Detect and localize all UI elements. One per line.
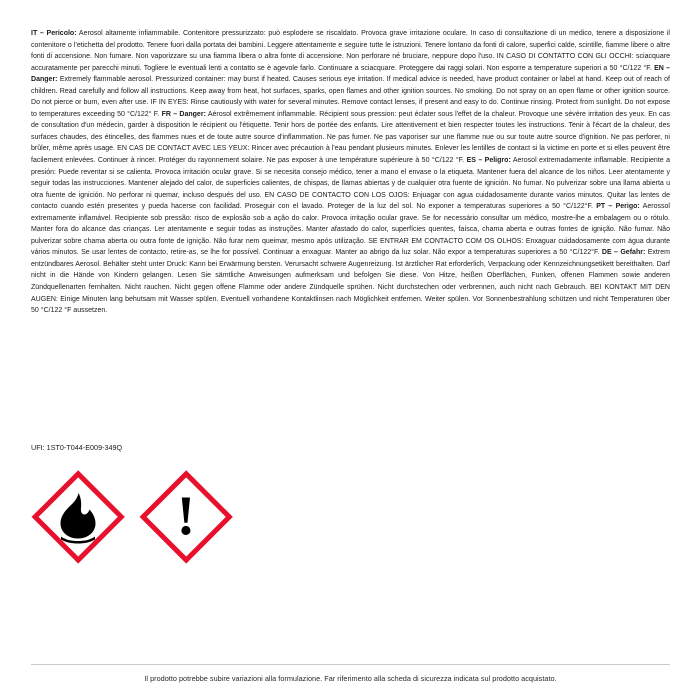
exclamation-mark-icon [139,470,233,564]
hazard-statements-block [31,28,670,317]
language-body-pt: Aerossol extremamente inflamável. Recipiente sob pressão: risco de explosão sob a ação do calor. Provoca irritação ocular grave. Se for necessário consultar um médico, mostre-lhe a embalagem ou o rótulo. Manter fora do alcance das crianças. Ler atentamente e seguir todas as instruções. Manter afastado do calor, superfícies quentes, faísca, chama aberta e outras fontes de ignição. Não fumar. Não pulverizar sobre chama aberta ou outra fonte de ignição. Não furar nem queimar, mesmo após utilização. SE ENTRAR EM CONTACTO COM OS OLHOS: Enxaguar cuidadosamente com água durante vários minutos. Se usar lentes de contacto, retire-as, se lhe for possível. Continuar a enxaguar. Manter ao abrigo da luz solar. Não expor a temperaturas superiores a 50 °C/122°F. [31,203,670,257]
ghs-pictogram-irritant [139,470,233,564]
language-body-en: Extremely flammable aerosol. Pressurized container: may burst if heated. Causes serious eye irritation. If medical advice is needed, have product container or label at hand. Keep out of reach of children. Read carefully and follow all instructions. Keep away from heat, hot surfaces, sparks, open flames and other ignition sources. No smoking. Do not spray on an open flame or other ignition source. Do not pierce or burn, even after use. IF IN EYES: Rinse cautiously with water for several minutes. Remove contact lenses, if present and easy to do. Continue rinsing. Protect from sunlight. Do not expose to temperatures exceeding 50 °C/122° F. [31,76,670,118]
language-heading-es: ES – Peligro: [466,157,511,165]
language-body-it: Aerosol altamente infiammabile. Contenitore pressurizzato: può esplodere se riscaldato. Provoca grave irritazione oculare. In caso di consultazione di un medico, tenere a disposizione il contenitore o l'etichetta del prodotto. Tenere fuori dalla portata dei bambini. Leggere attentamente e seguire tutte le istruzioni. Tenere lontano da fonti di calore, superfici calde, scintille, fiamme libere o altre fonti di accensione. Non fumare. Non vaporizzare su una fiamma libera o altra fonte di accensione. Non perforare né bruciare, neppure dopo l'uso. IN CASO DI CONTATTO CON GLI OCCHI: sciacquare accuratamente per parecchi minuti. Togliere le eventuali lenti a contatto se è agevole farlo. Continuare a sciacquare. Proteggere dai raggi solari. Non esporre a temperature superiori a 50 °C/122 °F. [31,30,670,72]
ghs-pictogram-flammable [31,470,125,564]
language-heading-en: EN – Danger: [31,64,670,84]
footer-note: Il prodotto potrebbe subire variazioni alla formulazione. Far riferimento alla scheda di sicurezza indicata sul prodotto acquistato. [144,674,557,683]
language-heading-fr: FR – Danger: [161,110,206,118]
language-body-es: Aerosol extremadamente inflamable. Recipiente a presión: Puede reventar si se calienta. Provoca irritación ocular grave. Si se necesita consejo médico, tener a mano el envase o la etiqueta. Mantener fuera del alcance de los niños. Leer atentamente y seguir todas las instrucciones. Mantener alejado del calor, de superficies calientes, de chispas, de llamas abiertas y de cualquier otra fuente de ignición. No fumar. No pulverizar sobre una llama abierta u otra fuente de ignición. No perforar ni quemar, incluso después del uso. EN CASO DE CONTACTO CON LOS OJOS: Enjuagar con agua cuidadosamente durante varios minutos. Quitar las lentes de contacto cuando estén presentes y pueda hacerse con facilidad. Proseguir con el lavado. Proteger de la luz del sol. No exponer a temperaturas superiores a 50 °C/122°F. [31,157,670,211]
language-body-de: Extrem entzündbares Aerosol. Behälter steht unter Druck: Kann bei Erwärmung bersten. Verursacht schwere Augenreizung. Ist ärztlicher Rat erforderlich, Verpackung oder Kennzeichnungsetikett bereithalten. Darf nicht in die Hände von Kindern gelangen. Lesen Sie sämtliche Anweisungen aufmerksam und befolgen Sie diese. Von Hitze, heißen Oberflächen, Funken, offenen Flammen sowie anderen Zündquellenarten fernhalten. Nicht rauchen. Nicht gegen offene Flamme oder andere Zündquelle sprühen. Nicht durchstechen oder verbrennen, auch nicht nach Gebrauch. BEI KONTAKT MIT DEN AUGEN: Einige Minuten lang behutsam mit Wasser spülen. Eventuell vorhandene Kontaktlinsen nach Möglichkeit entfernen. Weiter spülen. Vor Sonnenbestrahlung schützen und nicht Temperaturen über 50 °C/122 °F aussetzen. [31,249,670,315]
footer-divider [31,664,670,665]
ufi-code: UFI: 1ST0-T044-E009-349Q [31,443,123,452]
language-heading-it: IT – Pericolo: [31,30,77,37]
language-body-fr: Aérosol extrêmement inflammable. Récipient sous pression: peut éclater sous l'effet de la chaleur. Provoque une sévère irritation des yeux. En cas de consultation d'un médecin, garder à disposition le récipient ou l'étiquette. Tenir hors de portée des enfants. Lire attentivement et bien respecter toutes les instructions. Tenir à l'écart de la chaleur, des surfaces chaudes, des étincelles, des flammes nues et de toute autre source d'inflammation. Ne pas fumer. Ne pas vaporiser sur une flamme nue ou sur toute autre source d'ignition. Ne pas perforer, ni brûler, même après usage. EN CAS DE CONTACT AVEC LES YEUX: Rincer avec précaution à l'eau pendant plusieurs minutes. Enlever les lentilles de contact si la victime en porte et si elles peuvent être facilement enlevées. Continuer à rincer. Protéger du rayonnement solaire. Ne pas exposer à une température supérieure à 50 °C/122 °F. [31,110,670,165]
flame-icon [31,470,125,564]
language-heading-pt: PT – Perigo: [596,203,640,211]
language-heading-de: DE – Gefahr: [601,249,646,257]
exclamation-mark-glyph: ! [176,484,196,547]
hazard-statements-paragraph [31,28,670,317]
ghs-pictogram-row [31,470,233,564]
